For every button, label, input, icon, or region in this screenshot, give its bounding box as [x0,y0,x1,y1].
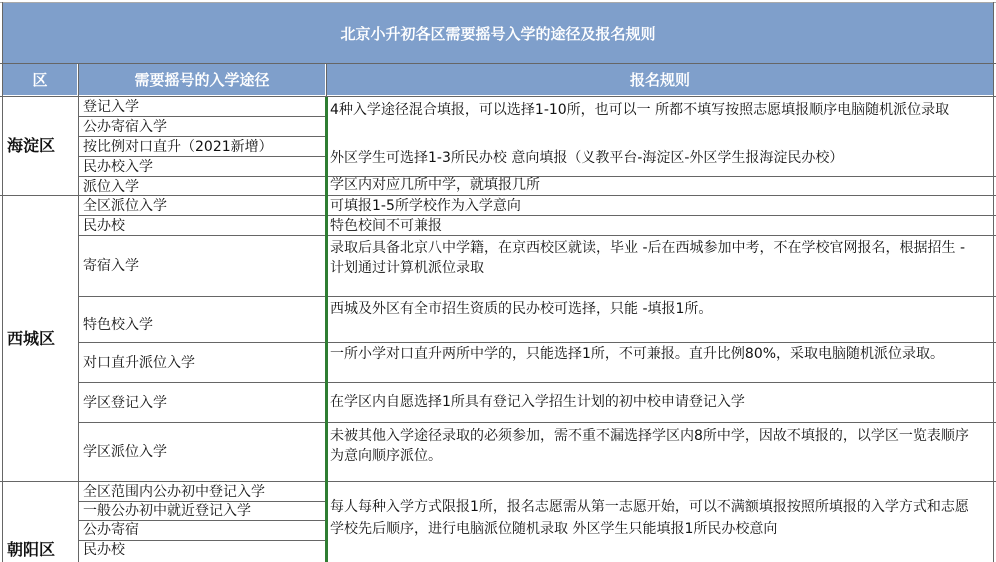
route-cell[interactable]: 民办校 [83,541,125,558]
grid-line [78,342,996,343]
route-cell[interactable]: 民办校 [83,217,125,234]
rule-cell[interactable]: 西城及外区有全市招生资质的民办校可选择，只能 -填报1所。 [330,301,713,317]
route-cell[interactable]: 派位入学 [83,178,139,195]
grid-line [78,501,326,502]
grid-line [78,116,326,117]
grid-line [0,481,996,482]
rule-cell[interactable]: 特色校间不可兼报 [330,218,442,234]
route-cell[interactable]: 登记入学 [83,98,139,115]
rule-cell[interactable]: 外区学生可选择1-3所民办校 意向填报（义教平台-海淀区-外区学生报海淀民办校） [330,150,844,166]
cell-selection-border [325,97,328,562]
rule-cell[interactable]: 录取后具备北京八中学籍，在京西校区就读，毕业 -后在西城参加中考，不在学校官网报名，根据招生 -计划通过计算机派位录取 [330,240,966,276]
grid-line [0,2,996,3]
rule-cell[interactable]: 一所小学对口直升两所中学的，只能选择1所，不可兼报。直升比例80%，采取电脑随机派位录取。 [330,346,945,362]
route-cell[interactable]: 全区派位入学 [83,197,167,214]
grid-line [993,2,994,562]
route-cell[interactable]: 对口直升派位入学 [83,354,195,371]
sheet-title[interactable]: 北京小升初各区需要摇号入学的途径及报名规则 [3,3,993,63]
grid-line [78,422,996,423]
grid-line [78,382,996,383]
grid-line [78,520,326,521]
grid-line [0,195,996,196]
header-route[interactable]: 需要摇号的入学途径 [79,64,325,95]
district-chaoyang[interactable]: 朝阳区 [7,540,56,559]
grid-line [78,63,79,562]
grid-line [78,296,996,297]
rule-cell[interactable]: 学区内对应几所中学，就填报几所 [330,177,540,193]
grid-line [0,96,996,97]
route-cell[interactable]: 公办寄宿 [83,521,139,538]
grid-line [2,2,3,562]
rule-cell[interactable]: 4种入学途径混合填报，可以选择1-10所，也可以一 所都不填写按照志愿填报顺序电脑随机派位录取 [330,102,950,118]
grid-line [78,235,996,236]
route-cell[interactable]: 学区派位入学 [83,444,167,460]
header-district[interactable]: 区 [3,64,77,95]
grid-line [78,540,326,541]
route-cell[interactable]: 民办校入学 [83,158,153,175]
header-rules[interactable]: 报名规则 [327,64,993,95]
grid-line [0,63,996,64]
rule-cell[interactable]: 可填报1-5所学校作为入学意向 [330,198,521,214]
grid-line [78,176,996,177]
rule-cell[interactable]: 未被其他入学途径录取的必须参加，需不重不漏选择学区内8所中学，因故不填报的，以学区一览表顺序为意向顺序派位。 [330,428,969,464]
route-cell[interactable]: 按比例对口直升（2021新增） [83,138,273,155]
rule-cell[interactable]: 每人每种入学方式限报1所，报名志愿需从第一志愿开始，可以不满额填报按照所填报的入学方式和志愿学校先后顺序，进行电脑派位随机录取 外区学生只能填报1所民办校意向 [330,499,969,537]
route-cell[interactable]: 特色校入学 [83,316,153,333]
route-cell[interactable]: 寄宿入学 [83,258,139,274]
grid-line [78,215,996,216]
route-cell[interactable]: 全区范围内公办初中登记入学 [83,483,265,500]
grid-line [78,156,326,157]
district-haidian[interactable]: 海淀区 [7,136,56,155]
route-cell[interactable]: 公办寄宿入学 [83,118,167,135]
route-cell[interactable]: 学区登记入学 [83,394,167,411]
district-xicheng[interactable]: 西城区 [7,328,56,348]
rule-cell[interactable]: 在学区内自愿选择1所具有登记入学招生计划的初中校申请登记入学 [330,394,745,410]
route-cell[interactable]: 一般公办初中就近登记入学 [83,502,251,519]
grid-line [78,136,326,137]
